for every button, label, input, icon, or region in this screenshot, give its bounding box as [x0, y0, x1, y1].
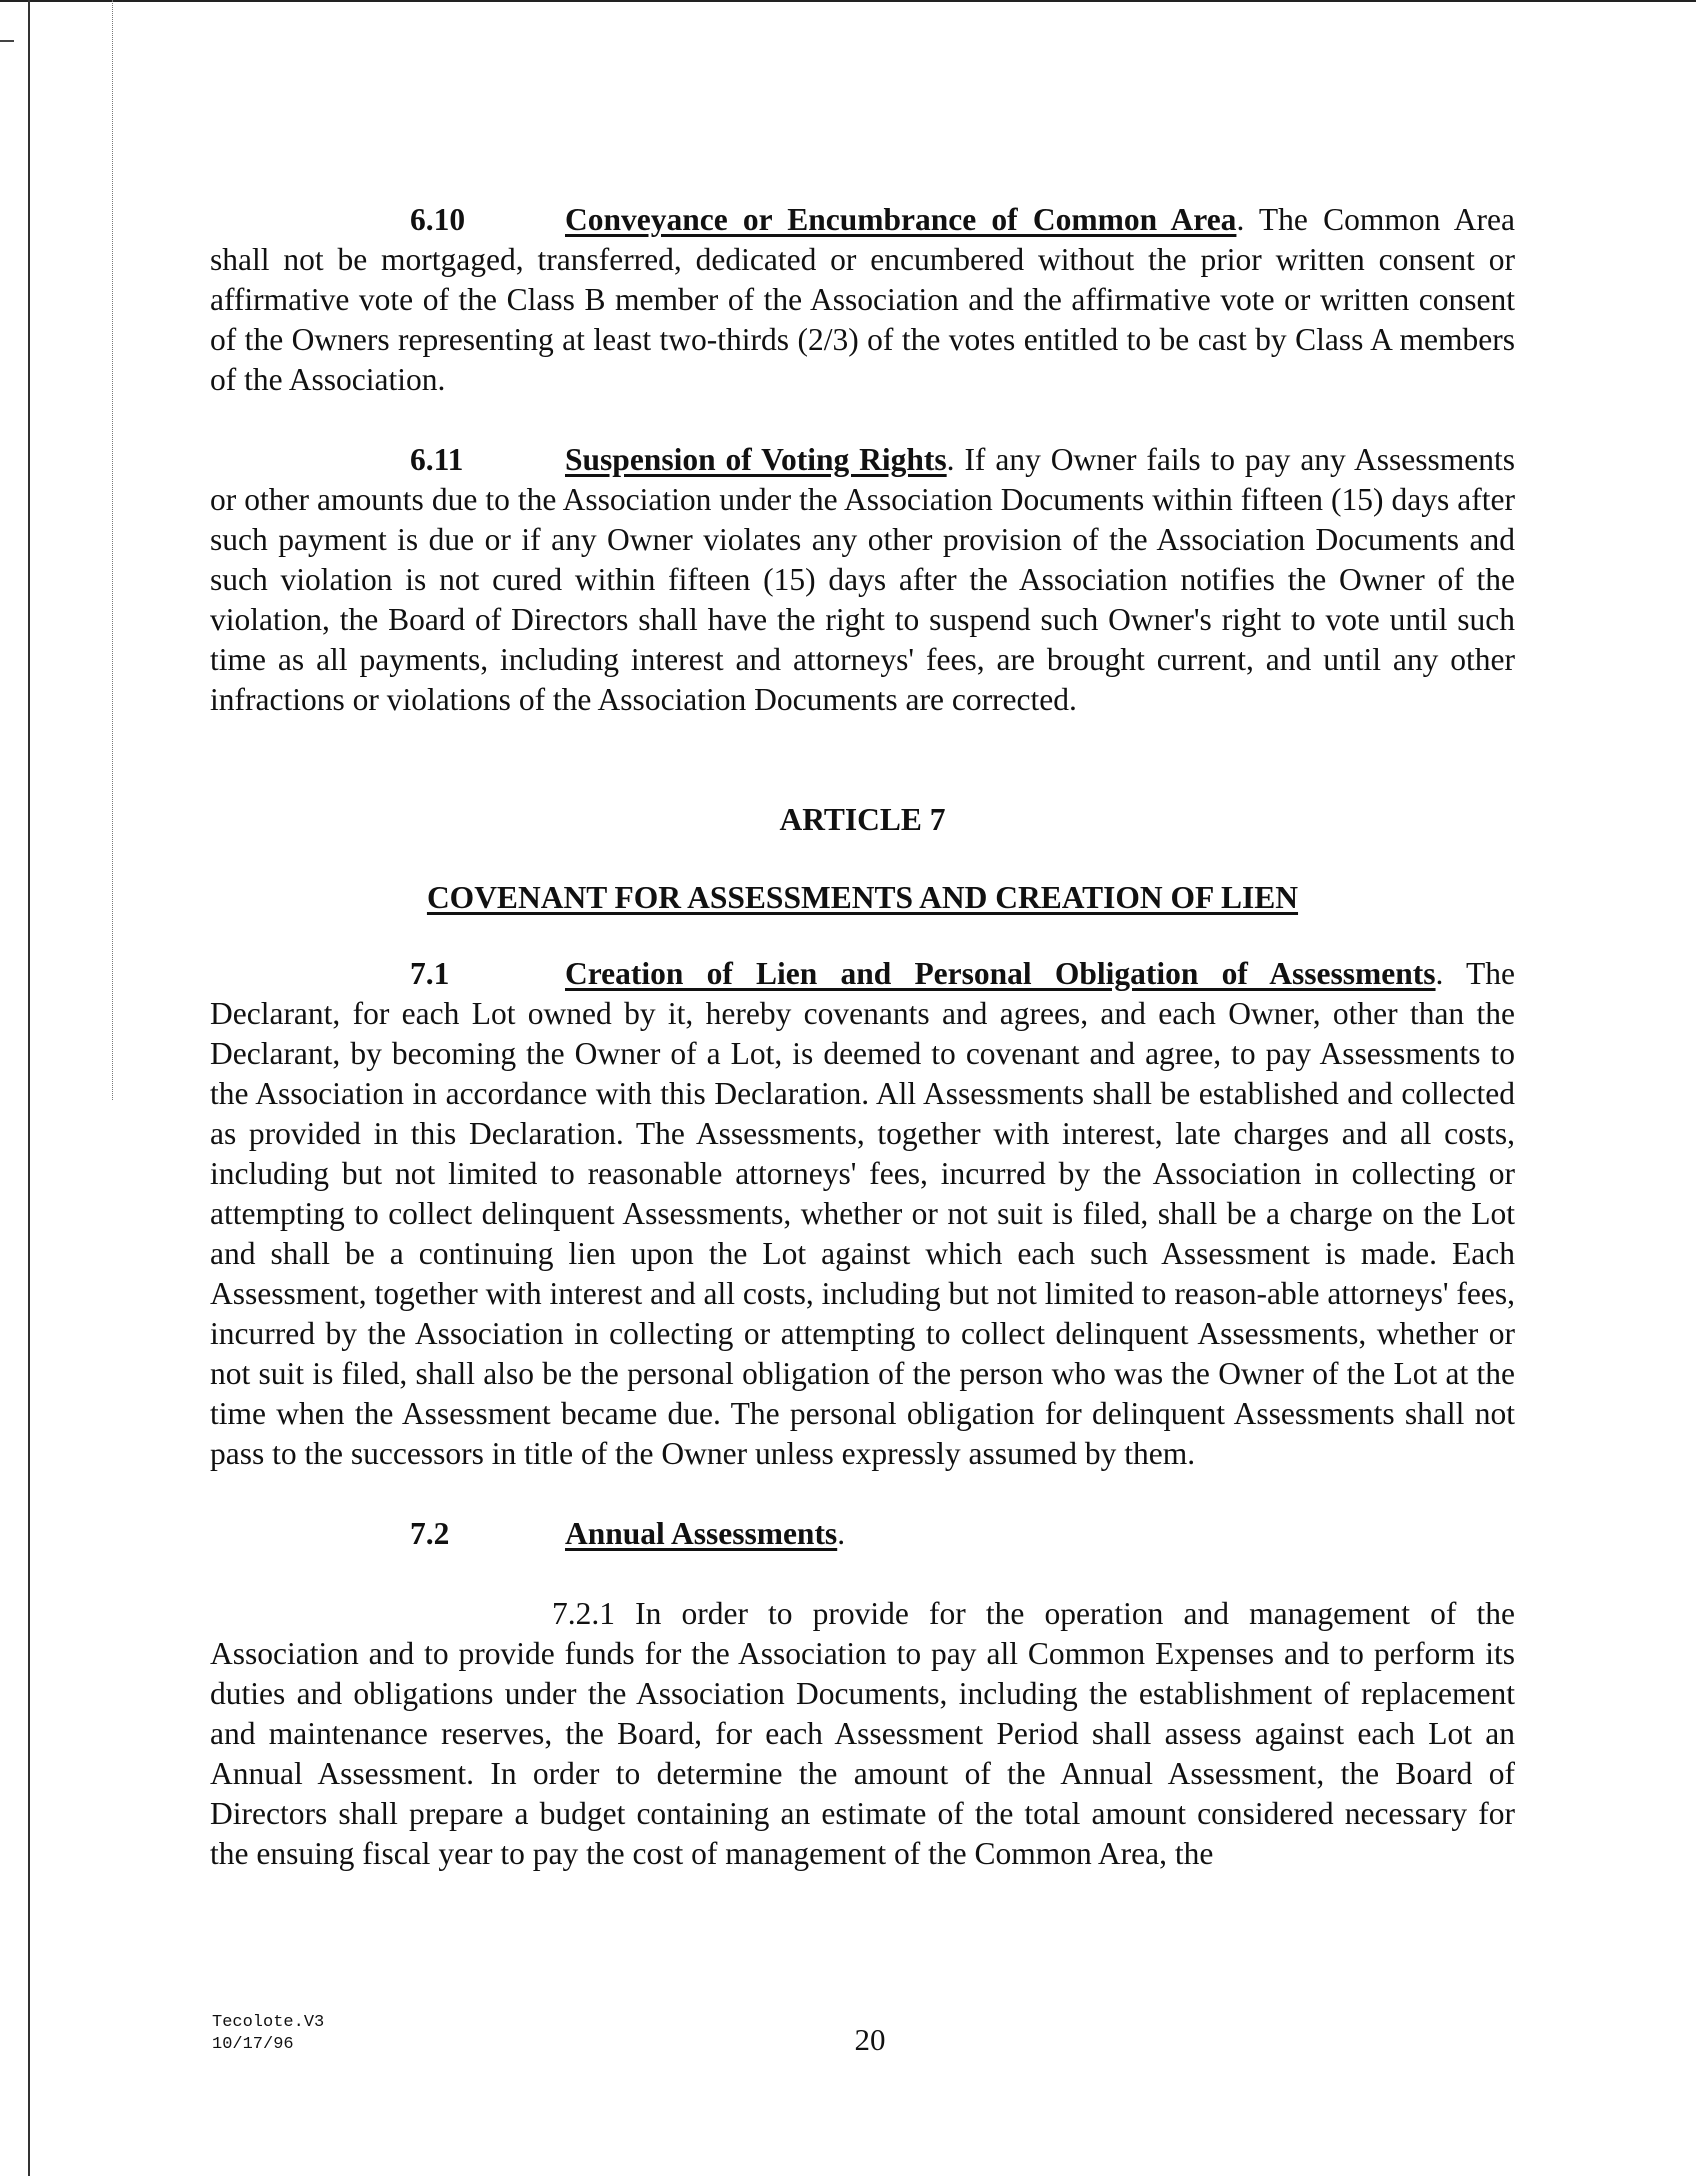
- section-body: . The Common Area shall not be mortgaged, transferred, dedicated or encumbered without the prior written consent or affirmative vote of the Class B member of the Association and the affirmative vote or written consent of the Owners representing at least two-thirds (2/3) of the votes entitled to be cast by Class A members of the Association.: [210, 202, 1515, 397]
- section-heading-tail: .: [837, 1516, 846, 1551]
- scan-edge-top: [0, 0, 1696, 2]
- document-page: [210, 200, 1515, 1874]
- section-number: 7.1: [410, 956, 450, 991]
- scan-mark: [0, 40, 14, 42]
- section-heading: Annual Assessments: [565, 1516, 838, 1551]
- section-6-10: [210, 200, 1515, 400]
- article-title: COVENANT FOR ASSESSMENTS AND CREATION OF LIEN: [426, 880, 1299, 915]
- scan-edge-dotted: [112, 0, 114, 1100]
- section-7-2: [210, 1514, 1515, 1554]
- section-heading: Conveyance or Encumbrance of Common Area: [565, 202, 1237, 237]
- section-body: . If any Owner fails to pay any Assessments or other amounts due to the Association under the Association Documents within fifteen (15) days after such payment is due or if any Owner violates any other provision of the Association Documents and such violation is not cured within fifteen (15) days after the Association notifies the Owner of the violation, the Board of Directors shall have the right to suspend such Owner's right to vote until such time as all payments, including interest and attorneys' fees, are brought current, and until any other infractions or violations of the Association Documents are corrected.: [210, 442, 1515, 717]
- page-number: 20: [854, 2022, 886, 2057]
- section-number: 7.2: [410, 1516, 450, 1551]
- subsection-number: 7.2.1: [552, 1596, 615, 1631]
- section-7-1: [210, 954, 1515, 1474]
- footer-doc-name: Tecolote.V3: [212, 2013, 325, 2032]
- footer-date: 10/17/96: [212, 2035, 294, 2054]
- section-6-11: [210, 440, 1515, 720]
- section-7-2-1: [210, 1594, 1515, 1874]
- section-number: 6.10: [410, 202, 466, 237]
- section-body: . The Declarant, for each Lot owned by it, hereby covenants and agrees, and each Owner, other than the Declarant, by becoming the Owner of a Lot, is deemed to covenant and agree, to pay Assessments to the Association in accordance with this Declaration. All Assessments shall be established and collected as provided in this Declaration. The Assessments, together with interest, late charges and all costs, including but not limited to reasonable attorneys' fees, incurred by the Association in collecting or attempting to collect delinquent Assessments, whether or not suit is filed, shall be a charge on the Lot and shall be a continuing lien upon the Lot against which each such Assessment is made. Each Assessment, together with interest and all costs, including but not limited to reason-able attorneys' fees, incurred by the Association in collecting or attempting to collect delinquent Assessments, whether or not suit is filed, shall also be the personal obligation of the person who was the Owner of the Lot at the time when the Assessment became due. The personal obligation for delinquent Assessments shall not pass to the successors in title of the Owner unless expressly assumed by them.: [210, 956, 1515, 1471]
- section-number: 6.11: [410, 442, 464, 477]
- footer-doc-info: [212, 2012, 324, 2056]
- scan-edge-left: [28, 0, 30, 2176]
- section-heading: Suspension of Voting Rights: [565, 442, 947, 477]
- article-heading: ARTICLE 7: [779, 802, 946, 837]
- section-heading: Creation of Lien and Personal Obligation of Assessments: [565, 956, 1436, 991]
- subsection-body: In order to provide for the operation and management of the Association and to provide funds for the Association to pay all Common Expenses and to perform its duties and obligations under the Association Documents, including the establishment of replacement and maintenance reserves, the Board, for each Assessment Period shall assess against each Lot an Annual Assessment. In order to determine the amount of the Annual Assessment, the Board of Directors shall prepare a budget containing an estimate of the total amount considered necessary for the ensuing fiscal year to pay the cost of management of the Common Area, the: [210, 1596, 1516, 1871]
